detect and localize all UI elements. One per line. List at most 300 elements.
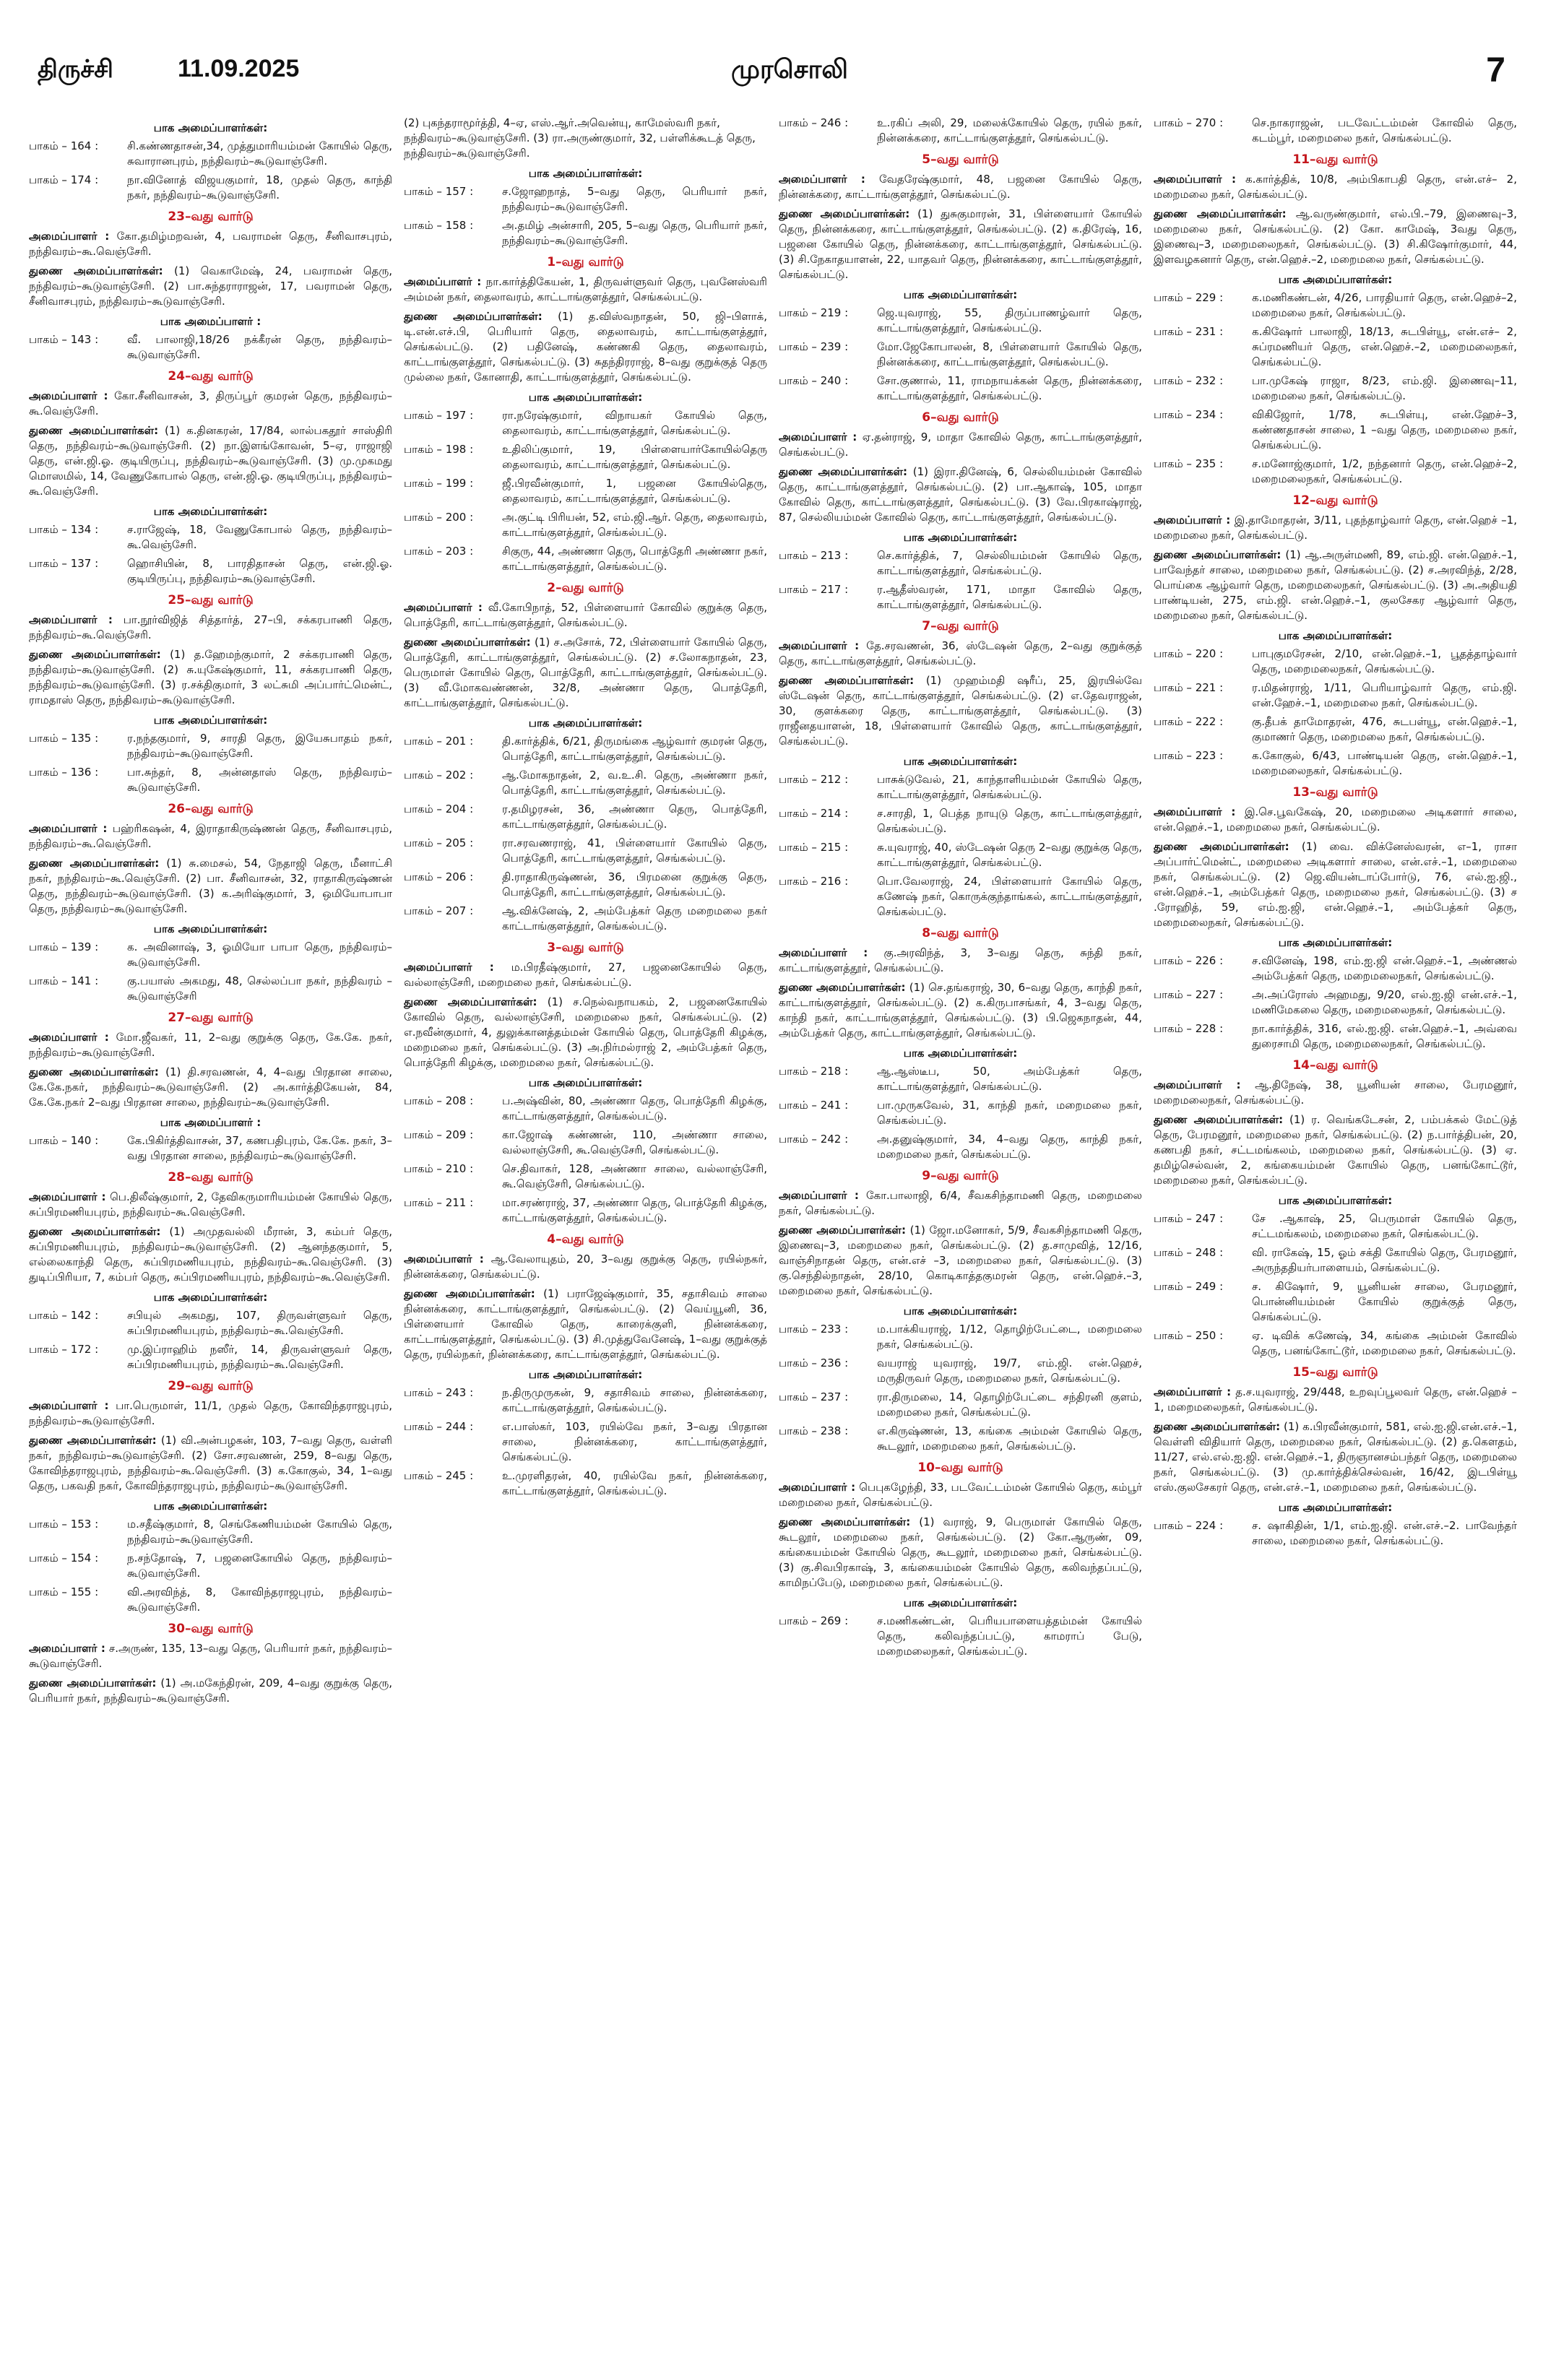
- booth-entry: [1154, 680, 1517, 711]
- booth-details: ச.ராஜேஷ், 18, வேணுகோபால் தெரு, நந்திவரம்–கூ.வெஞ்சேரி.: [127, 523, 392, 551]
- booth-number: பாகம் – 210 :: [404, 1162, 474, 1175]
- role-label: அமைப்பாளர் :: [29, 1031, 109, 1044]
- booth-details: தி.ராதாகிருஷ்ணன், 36, பிரமனை குறுக்கு தெரு, பொத்தேரி, காட்டாங்குளத்தூர், செங்கல்பட்டு.: [502, 870, 767, 899]
- officer-details: ஆ.வருண்குமார், எல்.பி.–79, இணைவு–3, மறைமலை நகர், செங்கல்பட்டு. (2) கோ. காமேஷ், 3வது தெரு, இணைவு–3, மறைமலைநகர், செங்கல்பட்டு. (3) சி.கிஷோர்குமார், 44, இளவழகனார் தெரு, என்.ஹெச்.–2, மறைமலை நகர், செங்கல்பட்டு.: [1154, 207, 1517, 266]
- role-label: துணை அமைப்பாளர்கள்:: [1154, 207, 1287, 220]
- booth-details: ச. கிஷோர், 9, யூனியன் சாலை, பேரமனூர், பொன்னியம்மன் கோயில் குறுக்குத் தெரு, செங்கல்பட்டு.: [1252, 1280, 1517, 1323]
- officer-paragraph: [29, 264, 392, 309]
- booth-entry: [779, 1098, 1142, 1128]
- officer-paragraph: [29, 1065, 392, 1110]
- officer-details: (1) தி.சரவணன், 4, 4–வது பிரதான சாலை, கே.கே.நகர், நந்திவரம்–கூடுவாஞ்சேரி. (2) அ.கார்த்திகேயன், 84, கே.கே.நகர் 2–வது பிரதான சாலை, நந்திவரம்–கூடுவாஞ்சேரி.: [29, 1065, 392, 1109]
- officer-paragraph: [29, 1190, 392, 1220]
- booth-details: வி. ராகேஷ், 15, ஓம் சக்தி கோயில் தெரு, பேரமனூர், அருந்ததியர்பாளையம், செங்கல்பட்டு.: [1252, 1246, 1517, 1274]
- section-subheading: பாக அமைப்பாளர்கள்:: [903, 1596, 1018, 1609]
- booth-number: பாகம் – 218 :: [779, 1065, 849, 1078]
- officer-paragraph: [29, 1433, 392, 1494]
- officer-details: ஆ.திநேஷ், 38, யூனியன் சாலை, பேரமனூர், மறைமலைநகர், செங்கல்பட்டு.: [1154, 1078, 1517, 1107]
- ward-heading: 4–வது வார்டு: [547, 1232, 624, 1247]
- section-subheading: பாக அமைப்பாளர்கள்:: [903, 1047, 1018, 1060]
- newspaper-name: முரசொலி: [731, 55, 848, 85]
- officer-details: (1) ஆ.அருள்மணி, 89, எம்.ஜி. என்.ஹெச்.–1, பாவேந்தர் சாலை, மறைமலை நகர், செங்கல்பட்டு. (2) ச.அரவிந்த், 2/28, பொய்கை ஆழ்வார் தெரு, மறைமலைநகர், செங்கல்பட்டு. (3) அ.அதியதி பாண்டியன், 275, எம்.ஜி. என்.ஹெச்.–1, குலசேகர ஆழ்வார் தெரு, மறைமலை நகர், செங்கல்பட்டு.: [1154, 548, 1517, 622]
- section-subheading: பாக அமைப்பாளர்கள்:: [153, 1291, 268, 1304]
- role-label: துணை அமைப்பாளர்கள்:: [779, 465, 908, 478]
- officer-paragraph: [1154, 1419, 1517, 1495]
- officer-details: ஆ.வேலாயுதம், 20, 3–வது குறுக்கு தெரு, ரயில்நகர், நின்னக்கரை, செங்கல்பட்டு.: [404, 1252, 767, 1281]
- ward-heading: 27–வது வார்டு: [168, 1011, 254, 1025]
- booth-entry: [29, 1517, 392, 1547]
- booth-number: பாகம் – 205 :: [404, 836, 474, 849]
- booth-entry: [1154, 116, 1517, 146]
- role-label: துணை அமைப்பாளர்கள்:: [1154, 1113, 1284, 1126]
- ward-heading: 2–வது வார்டு: [547, 581, 624, 595]
- booth-number: பாகம் – 232 :: [1154, 374, 1224, 387]
- booth-entry: [1154, 1245, 1517, 1276]
- officer-details: ம.பிரதீஷ்குமார், 27, பஜனைகோயில் தெரு, வல்லாஞ்சேரி, மறைமலை நகர், செங்கல்பட்டு.: [404, 961, 767, 989]
- ward-heading: 6–வது வார்டு: [922, 410, 999, 425]
- booth-number: பாகம் – 140 :: [29, 1134, 99, 1147]
- booth-entry: [404, 184, 767, 215]
- officer-paragraph: [1154, 1078, 1517, 1108]
- page-header: [38, 51, 1505, 95]
- booth-details: கு.தீபக் தாமோதரன், 476, சுடபள்யூ, என்.ஹெச்.–1, குமாணர் தெரு, மறைமலை நகர், செங்கல்பட்டு.: [1252, 715, 1517, 743]
- booth-details: செ.திவாகர், 128, அண்ணா சாலை, வல்லாஞ்சேரி, கூ.வெஞ்சேரி, செங்கல்பட்டு.: [502, 1162, 767, 1190]
- booth-number: பாகம் – 222 :: [1154, 715, 1224, 728]
- booth-entry: [1154, 1021, 1517, 1052]
- officer-details: பெபுகழேந்தி, 33, படவேட்டம்மன் கோயில் தெரு, கம்பூர் மறைமலை நகர், செங்கல்பட்டு.: [779, 1481, 1142, 1509]
- booth-entry: [779, 548, 1142, 579]
- officer-details: க.கார்த்திக், 10/8, அம்பிகாபதி தெரு, என்.எச்– 2, மறைமலை நகர், செங்கல்பட்டு.: [1154, 173, 1517, 201]
- booth-details: சே .ஆகாஷ், 25, பெருமாள் கோயில் தெரு, சட்டமங்கலம், மறைமலை நகர், செங்கல்பட்டு.: [1252, 1212, 1517, 1240]
- section-subheading: பாக அமைப்பாளர்கள்:: [1278, 1501, 1393, 1514]
- role-label: அமைப்பாளர் :: [779, 946, 868, 959]
- booth-number: பாகம் – 141 :: [29, 974, 99, 987]
- role-label: அமைப்பாளர் :: [779, 173, 865, 186]
- role-label: துணை அமைப்பாளர்கள்:: [29, 264, 163, 277]
- continued-text: (2) புகந்தராமூர்த்தி, 4–ஏ, எஸ்.ஆர்.அவென்யு, காமேஸ்வரி நகர், நந்திவரம்–கூடுவாஞ்சேரி. (3) ரா.அருண்குமார், 32, பள்ளிக்கூடத் தெரு, நந்திவரம்–கூடுவாஞ்சேரி.: [404, 116, 756, 160]
- section-subheading: பாக அமைப்பாளர்கள்:: [903, 288, 1018, 301]
- column-3: [779, 116, 1142, 2362]
- booth-details: சோ.குணால், 11, ராமநாயக்கன் தெரு, நின்னக்கரை, காட்டாங்குளத்தூர், செங்கல்பட்டு.: [877, 374, 1142, 402]
- ward-heading: 24–வது வார்டு: [168, 369, 254, 384]
- officer-paragraph: [779, 1480, 1142, 1510]
- booth-number: பாகம் – 249 :: [1154, 1280, 1224, 1293]
- booth-number: பாகம் – 155 :: [29, 1585, 99, 1598]
- booth-number: பாகம் – 139 :: [29, 940, 99, 953]
- officer-details: பா.பெருமாள், 11/1, முதல் தெரு, கோவிந்தராஜபுரம், நந்திவரம்–கூடுவாஞ்சேரி.: [29, 1399, 392, 1427]
- booth-entry: [29, 974, 392, 1004]
- officer-paragraph: [29, 1676, 392, 1706]
- officer-paragraph: [1154, 548, 1517, 623]
- booth-entry: [1154, 1211, 1517, 1242]
- officer-details: (1) இரா.தினேஷ், 6, செல்லியம்மன் கோவில் தெரு, காட்டாங்குளத்தூர், செங்கல்பட்டு. (2) பா.ஆகாஷ், 105, மாதா கோவில் தெரு, காட்டாங்குளத்தூர், செங்கல்பட்டு. (3) வே.பிரகாஷ்ராஜ், 87, செல்லியம்மன் கோவில் தெரு, காட்டாங்குளத்தூர், செங்கல்பட்டு.: [779, 465, 1142, 524]
- booth-entry: [1154, 987, 1517, 1018]
- booth-number: பாகம் – 134 :: [29, 523, 99, 536]
- booth-entry: [29, 1585, 392, 1615]
- officer-details: (1) க.பிரவீன்குமார், 581, எல்.ஐ.ஜி.என்.எச்.–1, வெள்ளி விதியார் தெரு, மறைமலை நகர், செங்கல்பட்டு. (2) த.கெளதம், 11/27, எல்.எல்.ஐ.ஜி. என்.ஹெச்.–1, திருஞானசம்பந்தர் தெரு, மறைமலை நகர், செங்கல்பட்டு. (3) மு.கார்த்திக்செல்வன், 16/42, இடபிள்யூ எஸ்.குலசேகரர் தெரு, என்.எச்.–1, மறைமலை நகர், செங்கல்பட்டு.: [1154, 1420, 1517, 1494]
- booth-number: பாகம் – 197 :: [404, 409, 474, 422]
- officer-details: (1) வராஜ், 9, பெருமாள் கோயில் தெரு, கூடலூர், மறைமலை நகர், செங்கல்பட்டு. (2) கோ.ஆருண், 09, கங்கையம்மன் கோயில் தெரு, கூடலூர், மறைமலை நகர், செங்கல்பட்டு. (3) கு.சிவபிரகாஷ், 3, கங்கையம்மன் கோயில் தெரு, கலிவந்தப்பட்டு, காமிநப்பேடு, மறைமலை நகர், செங்கல்பட்டு.: [779, 1515, 1142, 1589]
- officer-paragraph: [1154, 172, 1517, 202]
- booth-entry: [1154, 456, 1517, 487]
- booth-entry: [1154, 324, 1517, 370]
- booth-details: எ.பாஸ்கர், 103, ரயில்வே நகர், 3–வது பிரதான சாலை, நின்னக்கரை, காட்டாங்குளத்தூர், செங்கல்பட்டு.: [502, 1420, 767, 1463]
- booth-entry: [29, 1551, 392, 1581]
- officer-details: இ.தாமோதரன், 3/11, புதந்தாழ்வார் தெரு, என்.ஹெச் –1, மறைமலை நகர், செங்கல்பட்டு.: [1154, 514, 1517, 542]
- booth-entry: [1154, 748, 1517, 779]
- booth-entry: [779, 1064, 1142, 1094]
- booth-number: பாகம் – 242 :: [779, 1133, 849, 1146]
- section-subheading: பாக அமைப்பாளர்கள்:: [153, 714, 268, 727]
- ward-heading: 8–வது வார்டு: [922, 926, 999, 940]
- booth-details: ப.அஷ்வின், 80, அண்ணா தெரு, பொத்தேரி கிழக்கு, காட்டாங்குளத்தூர், செங்கல்பட்டு.: [502, 1094, 767, 1122]
- officer-details: (1) ர. வெங்கடேசன், 2, பம்பக்கல் மேட்டுத் தெரு, பேரமனூர், மறைமலை நகர், செங்கல்பட்டு. (2) ந.பார்த்திபன், 20, கணபதி நகர், சட்டமங்கலம், மறைமலை நகர், செங்கல்பட்டு. (3) ஏ. தமிழ்செல்வன், 2, கங்கையம்மன் கோயில் தெரு, பனங்கோட்டூர், மறைமலை நகர், செங்கல்பட்டு.: [1154, 1113, 1517, 1187]
- booth-entry: [29, 332, 392, 363]
- booth-number: பாகம் – 214 :: [779, 807, 849, 820]
- officer-details: வீ.கோபிநாத், 52, பிள்ளையார் கோவில் குறுக்கு தெரு, பொத்தேரி, காட்டாங்குளத்தூர், செங்கல்பட்டு.: [404, 601, 767, 629]
- role-label: துணை அமைப்பாளர்கள்:: [1154, 1420, 1281, 1433]
- booth-number: பாகம் – 204 :: [404, 802, 474, 815]
- booth-details: ம.பாக்கியராஜ், 1/12, தொழிற்பேட்டை, மறைமலை நகர், செங்கல்பட்டு.: [877, 1323, 1142, 1351]
- officer-paragraph: [404, 635, 767, 711]
- booth-number: பாகம் – 202 :: [404, 769, 474, 782]
- ward-heading: 25–வது வார்டு: [168, 593, 254, 607]
- booth-number: பாகம் – 217 :: [779, 583, 849, 596]
- ward-heading: 28–வது வார்டு: [168, 1170, 254, 1185]
- booth-entry: [779, 1424, 1142, 1454]
- officer-details: பஹ்ரிகஷன், 4, இராதாகிருஷ்ணன் தெரு, சீனிவாசபுரம், நந்திவரம்–கூ.வெஞ்சேரி.: [29, 822, 392, 850]
- officer-paragraph: [29, 821, 392, 852]
- booth-details: அ.அப்ரோஸ் அஹமது, 9/20, எல்.ஐ.ஜி என்.எச்.–1, மணிமேகலை தெரு, மறைமலைநகர், செங்கல்பட்டு.: [1252, 988, 1517, 1016]
- role-label: துணை அமைப்பாளர்கள்:: [404, 636, 531, 649]
- booth-details: ஆ.ஆஸ்டீப, 50, அம்பேத்கர் தெரு, காட்டாங்குளத்தூர், செங்கல்பட்டு.: [877, 1065, 1142, 1093]
- booth-number: பாகம் – 209 :: [404, 1128, 474, 1141]
- booth-number: பாகம் – 208 :: [404, 1094, 474, 1107]
- booth-entry: [404, 734, 767, 764]
- role-label: துணை அமைப்பாளர்கள்:: [779, 674, 915, 687]
- role-label: அமைப்பாளர் :: [779, 1481, 856, 1494]
- ward-heading: 1–வது வார்டு: [547, 255, 624, 269]
- booth-number: பாகம் – 213 :: [779, 549, 849, 562]
- booth-details: அ.தமிழ் அன்சாரி, 205, 5–வது தெரு, பெரியார் நகர், நந்திவரம்–கூடுவாஞ்சேரி.: [502, 219, 767, 247]
- booth-number: பாகம் – 236 :: [779, 1356, 849, 1369]
- booth-details: ரா.சரவணராஜ், 41, பிள்ளையார் கோயில் தெரு, பொத்தேரி, காட்டாங்குளத்தூர், செங்கல்பட்டு.: [502, 836, 767, 865]
- officer-paragraph: [404, 600, 767, 631]
- booth-entry: [1154, 1328, 1517, 1359]
- officer-paragraph: [779, 1223, 1142, 1299]
- booth-number: பாகம் – 245 :: [404, 1469, 474, 1482]
- booth-details: ஏ. டிவிக் கணேஷ், 34, கங்கை அம்மன் கோவில் தெரு, பனங்கோட்டூர், மறைமலை நகர், செங்கல்பட்டு.: [1252, 1329, 1517, 1357]
- booth-entry: [404, 1419, 767, 1465]
- booth-details: கே.பிகிர்த்திவாசன், 37, கணபதிபுரம், கே.கே. நகர், 3–வது பிரதான சாலை, நந்திவரம்–கூடுவாஞ்சேரி.: [127, 1134, 392, 1162]
- booth-entry: [1154, 953, 1517, 984]
- booth-number: பாகம் – 246 :: [779, 116, 849, 129]
- booth-number: பாகம் – 247 :: [1154, 1212, 1224, 1225]
- section-subheading: பாக அமைப்பாளர்கள்:: [1278, 273, 1393, 286]
- booth-entry: [1154, 1279, 1517, 1325]
- booth-details: ர.தமிழரசன், 36, அண்ணா தெரு, பொத்தேரி, காட்டாங்குளத்தூர், செங்கல்பட்டு.: [502, 802, 767, 831]
- booth-number: பாகம் – 239 :: [779, 340, 849, 353]
- booth-details: செ.கார்த்திக், 7, செல்லியம்மன் கோயில் தெரு, காட்டாங்குளத்தூர், செங்கல்பட்டு.: [877, 549, 1142, 577]
- booth-number: பாகம் – 154 :: [29, 1552, 99, 1565]
- officer-details: (1) ச.நெல்வநாயகம், 2, பஜனைகோயில் கோவில் தெரு, வல்லாஞ்சேரி, மறைமலை நகர், செங்கல்பட்டு. (2) எ.நவீன்குமார், 4, துலுக்கானத்தம்மன் கோயில் தெரு, பொத்தேரி கிழக்கு, மறைமலை நகர், செங்கல்பட்டு. (3) அ.நிர்மல்ராஜ் 2, அம்பேத்கர் தெரு, பொத்தேரி கிழக்கு, மறைமலை நகர், செங்கல்பட்டு.: [404, 995, 767, 1069]
- section-subheading: பாக அமைப்பாளர்கள்:: [153, 922, 268, 935]
- booth-number: பாகம் – 199 :: [404, 477, 474, 490]
- booth-entry: [1154, 714, 1517, 745]
- booth-entry: [404, 510, 767, 540]
- role-label: துணை அமைப்பாளர்கள்:: [29, 1676, 157, 1689]
- officer-paragraph: [404, 309, 767, 385]
- officer-paragraph: [779, 207, 1142, 282]
- role-label: துணை அமைப்பாளர்கள்:: [1154, 548, 1281, 561]
- role-label: அமைப்பாளர் :: [29, 1190, 106, 1203]
- booth-details: சு.யுவராஜ், 40, ஸ்டேஷன் தெரு 2–வது குறுக்கு தெரு, காட்டாங்குளத்தூர், செங்கல்பட்டு.: [877, 841, 1142, 869]
- section-subheading: பாக அமைப்பாளர்கள்:: [1278, 1194, 1393, 1207]
- booth-number: பாகம் – 174 :: [29, 173, 99, 186]
- booth-entry: [779, 306, 1142, 336]
- booth-number: பாகம் – 220 :: [1154, 647, 1224, 660]
- booth-entry: [29, 1342, 392, 1372]
- booth-number: பாகம் – 221 :: [1154, 681, 1224, 694]
- section-subheading: பாக அமைப்பாளர்கள்:: [903, 755, 1018, 768]
- booth-details: ச.சாரதி, 1, பெத்த நாயுடு தெரு, காட்டாங்குளத்தூர், செங்கல்பட்டு.: [877, 807, 1142, 835]
- section-subheading: பாக அமைப்பாளர்கள்:: [1278, 629, 1393, 642]
- role-label: அமைப்பாளர் :: [404, 601, 483, 614]
- booth-number: பாகம் – 215 :: [779, 841, 849, 854]
- booth-details: ச.மனோஜ்குமார், 1/2, நந்தனார் தெரு, என்.ஹெச்–2, மறைமலைநகர், செங்கல்பட்டு.: [1252, 457, 1517, 485]
- role-label: அமைப்பாளர் :: [1154, 1385, 1232, 1398]
- booth-details: வி.அரவிந்த், 8, கோவிந்தராஜபுரம், நந்திவரம்–கூடுவாஞ்சேரி.: [127, 1585, 392, 1614]
- booth-details: ரா.திருமலை, 14, தொழிற்பேட்டை சந்திரனி குளம், மறைமலை நகர், செங்கல்பட்டு.: [877, 1390, 1142, 1419]
- ward-heading: 29–வது வார்டு: [168, 1379, 254, 1393]
- booth-entry: [1154, 407, 1517, 453]
- role-label: அமைப்பாளர் :: [779, 430, 857, 443]
- booth-entry: [404, 836, 767, 866]
- booth-entry: [404, 1128, 767, 1158]
- role-label: அமைப்பாளர் :: [404, 961, 494, 974]
- ward-heading: 13–வது வார்டு: [1292, 785, 1378, 800]
- section-subheading: பாக அமைப்பாளர் :: [160, 315, 262, 328]
- booth-entry: [1154, 290, 1517, 321]
- booth-entry: [779, 373, 1142, 404]
- ward-heading: 11–வது வார்டு: [1292, 152, 1378, 167]
- booth-entry: [29, 1308, 392, 1338]
- column-4: [1154, 116, 1517, 2362]
- booth-details: பொ.வேலராஜ், 24, பிள்ளையார் கோயில் தெரு, கணேஷ் நகர், கொருக்குந்தாங்கல், காட்டாங்குளத்தூர், செங்கல்பட்டு.: [877, 875, 1142, 918]
- booth-entry: [29, 731, 392, 761]
- officer-paragraph: [779, 1515, 1142, 1591]
- booth-details: ர.ஆதீஸ்வரன், 171, மாதா கோவில் தெரு, காட்டாங்குளத்தூர், செங்கல்பட்டு.: [877, 583, 1142, 611]
- officer-details: (1) துசுகுமாரன், 31, பிள்ளையார் கோயில் தெரு, நின்னக்கரை, காட்டாங்குளத்தூர், செங்கல்பட்டு. (2) க.திரேஷ், 16, பஜனை கோயில் தெரு, நின்னக்கரை, காட்டாங்குளத்தூர், செங்கல்பட்டு. (3) சி.நேகாதயாளன், 22, யாதவர் தெரு, நின்னக்கரை, காட்டாங்குளத்தூர், செங்கல்பட்டு.: [779, 207, 1142, 281]
- officer-paragraph: [1154, 1385, 1517, 1415]
- section-subheading: பாக அமைப்பாளர்கள்:: [528, 717, 643, 730]
- booth-number: பாகம் – 250 :: [1154, 1329, 1224, 1342]
- officer-paragraph: [779, 1188, 1142, 1219]
- booth-entry: [404, 1161, 767, 1192]
- booth-entry: [404, 870, 767, 900]
- section-subheading: பாக அமைப்பாளர்கள்:: [1278, 936, 1393, 949]
- booth-number: பாகம் – 231 :: [1154, 325, 1224, 338]
- role-label: துணை அமைப்பாளர்கள்:: [29, 424, 159, 437]
- role-label: அமைப்பாளர் :: [29, 613, 113, 626]
- booth-details: சி.கண்ணதாசன்,34, முத்துமாரியம்மன் கோயில் தெரு, சுவாரானபுரம், நந்திவரம்–கூடுவாஞ்சேரி.: [127, 139, 392, 168]
- section-subheading: பாக அமைப்பாளர்கள்:: [903, 531, 1018, 544]
- officer-details: பா.நூர்விஜித் சித்தார்த், 27–பி, சக்கரபாணி தெரு, நந்திவரம்–கூ.வெஞ்சேரி.: [29, 613, 392, 641]
- booth-entry: [404, 1468, 767, 1499]
- booth-number: பாகம் – 248 :: [1154, 1246, 1224, 1259]
- article-columns: [29, 116, 1517, 2362]
- booth-number: பாகம் – 228 :: [1154, 1022, 1224, 1035]
- officer-details: (1) முஹம்மதி ஷரீப், 25, இரயில்வே ஸ்டேஷன் தெரு, காட்டாங்குளத்தூர், செங்கல்பட்டு. (2) எ.தேவராஜன், 30, குளக்கரை தெரு, காட்டாங்குளத்தூர், செங்கல்பட்டு. (3) ராஜீனதயாளன், 18, பிள்ளையார் கோவில் தெரு, காட்டாங்குளத்தூர், செங்கல்பட்டு.: [779, 674, 1142, 748]
- booth-number: பாகம் – 211 :: [404, 1196, 474, 1209]
- section-subheading: பாக அமைப்பாளர்கள்:: [153, 121, 268, 134]
- booth-entry: [779, 116, 1142, 146]
- officer-details: (1) சு.மைசல், 54, நேதாஜி தெரு, மீனாட்சி நகர், நந்திவரம்–கூ.வெஞ்சேரி. (2) பா. சீனிவாசன், 32, ராதாகிருஷ்ணன் தெரு, நந்திவரம்–கூடுவாஞ்சேரி. (3) க.அரிஷ்குமார், 3, ஒமியோபாபா தெரு, நந்திவரம்–கூடுவாஞ்சேரி.: [29, 857, 392, 915]
- booth-details: ர.மிதன்ராஜ், 1/11, பெரியாழ்வார் தெரு, எம்.ஜி. என்.ஹேச்.–1, மறைமலை நகர், செங்கல்பட்டு.: [1252, 681, 1517, 709]
- ward-heading: 23–வது வார்டு: [168, 209, 254, 224]
- booth-details: கு.பயாஸ் அகமது, 48, செல்லப்பா நகர், நந்திவரம் –கூடுவாஞ்சேரி: [127, 974, 392, 1003]
- booth-details: விகிஜோர், 1/78, சுடபிள்யு, என்.ஹேச்–3, கண்ணதாசன் சாலை, 1 –வது தெரு, மறைமலை நகர், செங்கல்பட்டு.: [1252, 408, 1517, 451]
- section-subheading: பாக அமைப்பாளர்கள்:: [903, 1304, 1018, 1317]
- ward-heading: 10–வது வார்டு: [917, 1461, 1003, 1475]
- booth-number: பாகம் – 243 :: [404, 1386, 474, 1399]
- officer-details: (1) ஜோ.மனோகர், 5/9, சீவகசிந்தாமணி தெரு, இணைவு–3, மறைமலை நகர், செங்கல்பட்டு. (2) த.சாமுவித், 12/16, வாஞ்சிநாதன் தெரு, என்.எச் –3, மறைமலை நகர், செங்கல்பட்டு. (3) கு.செந்தில்நாதன், 28/10, கொடிகாத்தகுமரன் தெரு, என்.ஹெச்.–3, மறைமலை நகர், செங்கல்பட்டு.: [779, 1224, 1142, 1297]
- booth-details: கா.ஜோஷ் கண்ணன், 110, அண்ணா சாலை, வல்லாஞ்சேரி, கூ.வெஞ்சேரி, செங்கல்பட்டு.: [502, 1128, 767, 1156]
- booth-entry: [29, 765, 392, 795]
- booth-details: மோ.ஜேகோபாலன், 8, பிள்ளையார் கோயில் தெரு, நின்னக்கரை, காட்டாங்குளத்தூர், செங்கல்பட்டு.: [877, 340, 1142, 368]
- booth-number: பாகம் – 224 :: [1154, 1519, 1224, 1532]
- edition-date: 11.09.2025: [178, 55, 300, 82]
- officer-paragraph: [29, 389, 392, 419]
- officer-paragraph: [779, 945, 1142, 976]
- column-1: [29, 116, 392, 2362]
- officer-details: ச.அருண், 135, 13–வது தெரு, பெரியார் நகர், நந்திவரம்–கூடுவாஞ்சேரி.: [29, 1642, 392, 1670]
- role-label: அமைப்பாளர் :: [1154, 805, 1236, 818]
- officer-details: (1) செ.தங்கராஜ், 30, 6–வது தெரு, காந்தி நகர், காட்டாங்குளத்தூர், செங்கல்பட்டு. (2) க.கிருபாசங்கர், 4, 3–வது தெரு, காந்தி நகர், காட்டாங்குளத்தூர், செங்கல்பட்டு. (3) பி.ஜெகநாதன், 44, அம்பேத்கர் தெரு, காட்டாங்குளத்தூர், செங்கல்பட்டு.: [779, 981, 1142, 1039]
- booth-entry: [404, 408, 767, 438]
- officer-details: த.ச.யுவராஜ், 29/448, உறவுப்பூலவர் தெரு, என்.ஹெச் –1, மறைமலைநகர், செங்கல்பட்டு.: [1154, 1385, 1517, 1414]
- officer-details: (1) த.விஸ்வநாதன், 50, ஜி–பிளாக், டி.என்.எச்.பி, பெரியார் தெரு, தைலாவரம், காட்டாங்குளத்தூர், செங்கல்பட்டு. (2) பதினேஷ், கண்ணகி தெரு, தைலாவரம், காட்டாங்குளத்தூர், செங்கல்பட்டு. (3) சுதந்திரராஜ், 8–வது குறுக்குத் தெரு முல்லை நகர், கோனாதி, காட்டாங்குளத்தூர், செங்கல்பட்டு.: [404, 310, 767, 384]
- booth-details: பா.முகேஷ் ராஜா, 8/23, எம்.ஜி. இணைவு–11, மறைமலை நகர், செங்கல்பட்டு.: [1252, 374, 1517, 402]
- officer-details: தே.சரவணன், 36, ஸ்டேஷன் தெரு, 2–வது குறுக்குத் தெரு, காட்டாங்குளத்தூர், செங்கல்பட்டு.: [779, 639, 1142, 667]
- booth-entry: [779, 1322, 1142, 1352]
- officer-paragraph: [29, 423, 392, 499]
- booth-entry: [404, 442, 767, 472]
- booth-details: ச.வினேஷ், 198, எம்.ஐ.ஜி என்.ஹெச்.–1, அண்ணல் அம்பேத்கர் தெரு, மறைமலைநகர், செங்கல்பட்டு.: [1252, 954, 1517, 982]
- booth-details: சபியுல் அகமது, 107, திருவள்ளுவர் தெரு, சுப்பிரமணியபுரம், நந்திவரம்–கூ.வெஞ்சேரி.: [127, 1309, 392, 1337]
- booth-number: பாகம் – 136 :: [29, 766, 99, 779]
- booth-number: பாகம் – 201 :: [404, 735, 474, 748]
- officer-paragraph: [779, 980, 1142, 1041]
- booth-number: பாகம் – 235 :: [1154, 457, 1224, 470]
- officer-paragraph: [29, 1030, 392, 1060]
- ward-heading: 15–வது வார்டு: [1292, 1365, 1378, 1380]
- booth-number: பாகம் – 226 :: [1154, 954, 1224, 967]
- booth-entry: [404, 1094, 767, 1124]
- officer-details: இ.செ.பூவகேஷ், 20, மறைமலை அடிகளார் சாலை, என்.ஹெச்.–1, மறைமலை நகர், செங்கல்பட்டு.: [1154, 805, 1517, 834]
- officer-details: வேதரேஷ்குமார், 48, பஜனை கோயில் தெரு, நின்னக்கரை, காட்டாங்குளத்தூர், செங்கல்பட்டு.: [779, 173, 1142, 201]
- officer-paragraph: [1154, 1112, 1517, 1188]
- booth-number: பாகம் – 227 :: [1154, 988, 1224, 1001]
- role-label: துணை அமைப்பாளர்கள்:: [29, 1065, 159, 1078]
- officer-paragraph: [404, 995, 767, 1070]
- role-label: அமைப்பாளர் :: [404, 275, 482, 288]
- role-label: துணை அமைப்பாளர்கள்:: [404, 310, 543, 323]
- booth-entry: [779, 582, 1142, 613]
- officer-paragraph: [29, 1398, 392, 1429]
- ward-heading: 26–வது வார்டு: [168, 802, 254, 816]
- officer-paragraph: [1154, 839, 1517, 930]
- booth-details: ஹொசியின், 8, பாரதிதாசன் தெரு, என்.ஜி.ஓ. குடியிருப்பு, நந்திவரம்–கூடுவாஞ்சேரி.: [127, 557, 392, 585]
- booth-entry: [779, 339, 1142, 370]
- booth-entry: [404, 218, 767, 248]
- officer-details: கோ.பாலாஜி, 6/4, சீவகசிந்தாமணி தெரு, மறைமலை நகர், செங்கல்பட்டு.: [779, 1189, 1142, 1217]
- booth-details: க.மணிகண்டன், 4/26, பாரதியார் தெரு, என்.ஹெச்–2, மறைமலை நகர், செங்கல்பட்டு.: [1252, 291, 1517, 319]
- booth-number: பாகம் – 164 :: [29, 139, 99, 152]
- booth-entry: [779, 874, 1142, 919]
- section-subheading: பாக அமைப்பாளர்கள்:: [528, 1368, 643, 1381]
- role-label: அமைப்பாளர் :: [404, 1252, 484, 1265]
- booth-details: க.கிஷோர் பாலாஜி, 18/13, சுடபிள்யூ, என்.எச்– 2, சுப்ரமணியர் தெரு, என்.ஹெச்.–2, மறைமலைநகர், செங்கல்பட்டு.: [1252, 325, 1517, 368]
- booth-number: பாகம் – 143 :: [29, 333, 99, 346]
- role-label: துணை அமைப்பாளர்கள்:: [779, 1224, 906, 1237]
- role-label: அமைப்பாளர் :: [779, 1189, 859, 1202]
- booth-number: பாகம் – 233 :: [779, 1323, 849, 1336]
- section-subheading: பாக அமைப்பாளர்கள்:: [528, 391, 643, 404]
- role-label: அமைப்பாளர் :: [1154, 1078, 1241, 1091]
- role-label: அமைப்பாளர் :: [29, 389, 108, 402]
- booth-details: ச.மணிகண்டன், பெரியபாளையத்தம்மன் கோயில் தெரு, கலிவந்தப்பட்டு, காமராப் பேடு, மறைமலைநகர், செங்கல்பட்டு.: [877, 1614, 1142, 1658]
- booth-details: தி.கார்த்திக், 6/21, திருமங்கை ஆழ்வார் குமரன் தெரு, பொத்தேரி, காட்டாங்குளத்தூர், செங்கல்பட்டு.: [502, 735, 767, 763]
- booth-number: பாகம் – 198 :: [404, 443, 474, 456]
- officer-paragraph: [779, 172, 1142, 202]
- booth-details: அ.தனுஷ்குமார், 34, 4–வது தெரு, காந்தி நகர், மறைமலை நகர், செங்கல்பட்டு.: [877, 1133, 1142, 1161]
- section-subheading: பாக அமைப்பாளர்கள்:: [153, 505, 268, 518]
- role-label: துணை அமைப்பாளர்கள்:: [29, 648, 161, 661]
- booth-details: நா.கார்த்திக், 316, எல்.ஐ.ஜி. என்.ஹெச்.–1, அவ்வை துரைசாமி தெரு, மறைமலைநகர், செங்கல்பட்டு.: [1252, 1022, 1517, 1050]
- role-label: துணை அமைப்பாளர்கள்:: [404, 1287, 535, 1300]
- role-label: துணை அமைப்பாளர்கள்:: [779, 1515, 911, 1528]
- officer-details: (1) பராஜேஷ்குமார், 35, சதாசிவம் சாலை நின்னக்கரை, காட்டாங்குளத்தூர், செங்கல்பட்டு. (2) வெய்யூனி, 36, பிள்ளையார் கோவில் தெரு, காரைக்குளி, நின்னக்கரை, காட்டாங்குளத்தூர், செங்கல்பட்டு. (3) சி.முத்துவேனேஷ், 1–வது குறுக்குத் தெரு, ரயில்நகர், நின்னக்கரை, காட்டாங்குளத்தூர், செங்கல்பட்டு.: [404, 1287, 767, 1361]
- role-label: அமைப்பாளர் :: [29, 1642, 105, 1655]
- officer-paragraph: [29, 613, 392, 643]
- section-subheading: பாக அமைப்பாளர் :: [160, 1116, 262, 1129]
- booth-number: பாகம் – 172 :: [29, 1343, 99, 1356]
- booth-details: ச. ஷாகிதின், 1/1, எம்.ஐ.ஜி. என்.எச்.–2. பாவேந்தர் சாலை, மறைமலை நகர், செங்கல்பட்டு.: [1252, 1519, 1517, 1547]
- booth-number: பாகம் – 158 :: [404, 219, 474, 232]
- officer-details: (1) ச.அசோக், 72, பிள்ளையார் கோயில் தெரு, பொத்தேரி, காட்டாங்குளத்தூர், செங்கல்பட்டு. (2) ச.லோகநாதன், 23, பெருமாள் கோயில் தெரு, பொத்தேரி, காட்டாங்குளத்தூர், செங்கல்பட்டு. (3) வீ.மோகவண்ணன், 32/8, அண்ணா தெரு, பொத்தேரி, காட்டாங்குளத்தூர், செங்கல்பட்டு.: [404, 636, 767, 709]
- booth-details: பாபுகுமரேசன், 2/10, என்.ஹெச்.–1, பூதத்தாழ்வார் தெரு, மறைமலைநகர், செங்கல்பட்டு.: [1252, 647, 1517, 675]
- officer-paragraph: [404, 274, 767, 305]
- officer-details: பெ.திலீஷ்குமார், 2, தேவிகருமாரியம்மன் கோயில் தெரு, சுப்பிரமணியபுரம், நந்திவரம்–கூ.வெஞ்சேரி.: [29, 1190, 392, 1219]
- officer-details: கு.அரவிந்த், 3, 3–வது தெரு, சுந்தி நகர், காட்டாங்குளத்தூர், செங்கல்பட்டு.: [779, 946, 1142, 974]
- booth-details: பாசுக்டுவேல், 21, காந்தாளியம்மன் கோயில் தெரு, காட்டாங்குளத்தூர், செங்கல்பட்டு.: [877, 773, 1142, 801]
- role-label: அமைப்பாளர் :: [779, 639, 860, 652]
- booth-details: வீ. பாலாஜி,18/26 நக்கீரன் தெரு, நந்திவரம்–கூடுவாஞ்சேரி.: [127, 333, 392, 361]
- booth-details: அ.குட்டி பிரியன், 52, எம்.ஜி.ஆர். தெரு, தைலாவரம், காட்டாங்குளத்தூர், செங்கல்பட்டு.: [502, 511, 767, 539]
- ward-heading: 12–வது வார்டு: [1292, 493, 1378, 508]
- booth-entry: [404, 544, 767, 574]
- booth-entry: [29, 139, 392, 169]
- booth-details: க.கோகுல், 6/43, பாண்டியன் தெரு, என்.ஹெச்.–1, மறைமலைநகர், செங்கல்பட்டு.: [1252, 749, 1517, 777]
- booth-number: பாகம் – 237 :: [779, 1390, 849, 1403]
- booth-entry: [404, 1195, 767, 1226]
- page-number: 7: [1486, 51, 1505, 90]
- booth-details: நா.வினோத் விஜயகுமார், 18, முதல் தெரு, காந்தி நகர், நந்திவரம்–கூடுவாஞ்சேரி.: [127, 173, 392, 202]
- booth-entry: [29, 173, 392, 203]
- officer-paragraph: [1154, 513, 1517, 543]
- role-label: அமைப்பாளர் :: [29, 1399, 109, 1412]
- booth-details: ர.நந்தகுமார், 9, சாரதி தெரு, இயேசுபாதம் நகர், நந்திவரம்–கூடுவாஞ்சேரி.: [127, 732, 392, 760]
